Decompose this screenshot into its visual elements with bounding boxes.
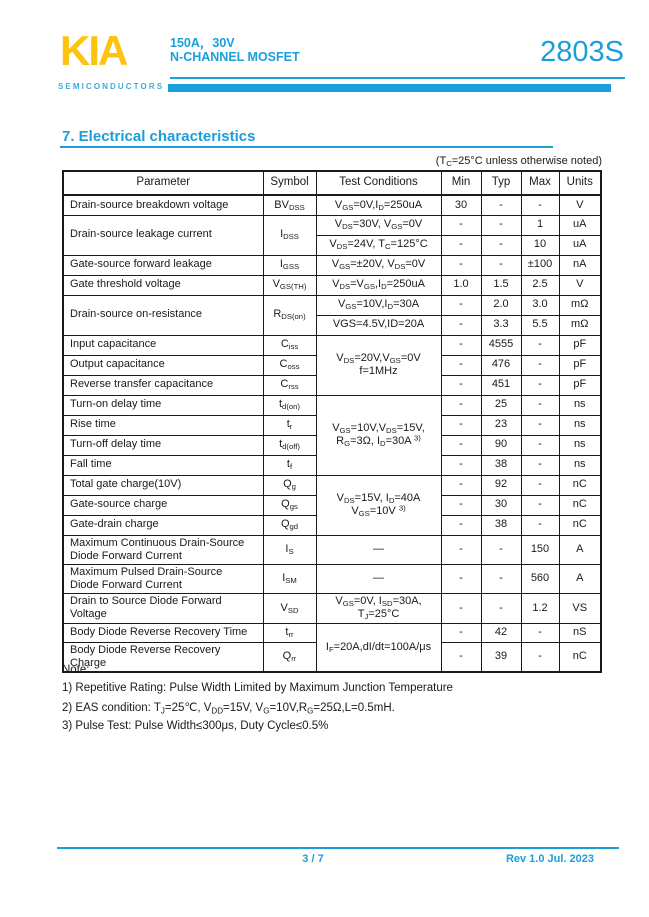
table-cell: 2.0 [481, 295, 521, 315]
note-item-1: 1) Repetitive Rating: Pulse Width Limited by Maximum Junction Temperature [62, 682, 453, 694]
table-row [63, 295, 601, 315]
table-cell: $t_f$ [263, 455, 316, 475]
spec-table-wrapper [62, 170, 602, 673]
table-cell: pF [559, 375, 601, 395]
table-cell: - [521, 415, 559, 435]
table-cell: pF [559, 355, 601, 375]
table-cell: $I_{SM}$ [263, 564, 316, 593]
table-cell: $V_{DS}=V_{GS},I_D=250uA$ [316, 275, 441, 295]
table-cell: 451 [481, 375, 521, 395]
table-cell: - [441, 594, 481, 623]
table-cell: nS [559, 623, 601, 642]
table-cell: - [441, 375, 481, 395]
kia-logo: KIA [60, 27, 127, 74]
table-cell: $V_{GS(TH)}$ [263, 275, 316, 295]
table-cell: Drain-source on-resistance [63, 295, 263, 335]
table-cell: - [481, 195, 521, 215]
table-cell: $V_{GS}=0V$, $I_{SD}=30A$, $T_J=25^\circ C$ [316, 594, 441, 623]
table-cell: $V_{SD}$ [263, 594, 316, 623]
table-cell: V [559, 195, 601, 215]
table-cell: 92 [481, 475, 521, 495]
table-cell: 1.0 [441, 275, 481, 295]
table-cell: - [521, 515, 559, 535]
table-cell: - [441, 295, 481, 315]
table-cell: ±100 [521, 255, 559, 275]
table-cell: mΩ [559, 295, 601, 315]
table-cell: Maximum Continuous Drain-Source Diode Forward Current [63, 535, 263, 564]
table-cell: ns [559, 395, 601, 415]
table-cell: - [521, 642, 559, 672]
table-cell: 560 [521, 564, 559, 593]
page-number: 3 / 7 [302, 853, 324, 865]
table-cell: 5.5 [521, 315, 559, 335]
revision-label: Rev 1.0 Jul. 2023 [505, 853, 594, 865]
table-cell: uA [559, 235, 601, 255]
table-cell: - [481, 535, 521, 564]
column-header: Max [521, 171, 559, 195]
table-cell: Turn-off delay time [63, 435, 263, 455]
table-cell: 42 [481, 623, 521, 642]
table-cell: $R_{DS(on)}$ [263, 295, 316, 335]
table-cell: $Q_{gd}$ [263, 515, 316, 535]
table-cell: 10 [521, 235, 559, 255]
table-cell: 2.5 [521, 275, 559, 295]
table-cell: 476 [481, 355, 521, 375]
table-cell: nC [559, 475, 601, 495]
table-cell: $Q_{gs}$ [263, 495, 316, 515]
table-cell: - [441, 235, 481, 255]
table-cell: - [481, 235, 521, 255]
table-cell: 38 [481, 515, 521, 535]
table-cell: - [441, 623, 481, 642]
table-cell: uA [559, 215, 601, 235]
section-title: 7. Electrical characteristics [62, 128, 256, 145]
table-cell: Total gate charge(10V) [63, 475, 263, 495]
table-cell: - [521, 455, 559, 475]
table-cell: $t_{d(off)}$ [263, 435, 316, 455]
table-cell: ns [559, 435, 601, 455]
table-cell: $Q_{rr}$ [263, 642, 316, 672]
note-label: Note: [62, 664, 90, 676]
table-cell: - [441, 495, 481, 515]
table-cell: 150 [521, 535, 559, 564]
table-cell: Gate-drain charge [63, 515, 263, 535]
table-cell: - [441, 415, 481, 435]
table-cell: pF [559, 335, 601, 355]
table-cell: - [481, 594, 521, 623]
column-header: Test Conditions [316, 171, 441, 195]
table-row [63, 395, 601, 415]
product-type: N-CHANNEL MOSFET [170, 50, 300, 64]
table-cell: - [441, 355, 481, 375]
table-row [63, 535, 601, 564]
table-cell: $BV_{DSS}$ [263, 195, 316, 215]
table-cell: VS [559, 594, 601, 623]
condition-note: ($T_C=25^\circ C$ unless otherwise noted) [435, 155, 602, 169]
table-cell: 90 [481, 435, 521, 455]
table-cell: $t_{d(on)}$ [263, 395, 316, 415]
table-cell: 4555 [481, 335, 521, 355]
table-cell: Input capacitance [63, 335, 263, 355]
table-cell: - [521, 495, 559, 515]
table-cell: 25 [481, 395, 521, 415]
table-cell: - [481, 215, 521, 235]
table-cell: $Q_g$ [263, 475, 316, 495]
table-cell: - [441, 515, 481, 535]
table-cell: $C_{oss}$ [263, 355, 316, 375]
table-cell: - [441, 475, 481, 495]
table-row [63, 275, 601, 295]
table-cell: Drain to Source Diode Forward Voltage [63, 594, 263, 623]
table-row [63, 215, 601, 235]
table-cell: — [316, 535, 441, 564]
table-cell: $V_{GS}=10V,I_D=30A$ [316, 295, 441, 315]
table-cell: - [441, 535, 481, 564]
spec-table [62, 170, 602, 673]
table-cell: $C_{iss}$ [263, 335, 316, 355]
product-rating: 150A，30V [170, 36, 235, 50]
table-cell: nA [559, 255, 601, 275]
table-cell: 39 [481, 642, 521, 672]
table-cell: mΩ [559, 315, 601, 335]
column-header: Units [559, 171, 601, 195]
table-cell: — [316, 564, 441, 593]
table-cell: - [521, 195, 559, 215]
table-cell: - [481, 564, 521, 593]
section-title-underline [60, 146, 553, 148]
table-cell: Output capacitance [63, 355, 263, 375]
table-cell: 1 [521, 215, 559, 235]
table-cell: - [441, 215, 481, 235]
table-cell: - [521, 355, 559, 375]
table-cell: Reverse transfer capacitance [63, 375, 263, 395]
table-cell: Drain-source leakage current [63, 215, 263, 255]
table-cell: $V_{DS}=30V$, $V_{GS}=0V$ [316, 215, 441, 235]
table-row [63, 475, 601, 495]
table-cell: 30 [441, 195, 481, 215]
table-cell: $I_S$ [263, 535, 316, 564]
table-cell: VGS=4.5V,ID=20A [316, 315, 441, 335]
table-row [63, 335, 601, 355]
table-cell: Body Diode Reverse Recovery Charge [63, 642, 263, 672]
table-row [63, 623, 601, 642]
table-cell: $V_{DS}=20V,V_{GS}=0V$ f=1MHz [316, 335, 441, 395]
table-cell: 38 [481, 455, 521, 475]
table-cell: - [441, 315, 481, 335]
table-cell: - [441, 564, 481, 593]
table-cell: - [441, 642, 481, 672]
table-row [63, 255, 601, 275]
column-header: Typ [481, 171, 521, 195]
table-cell: $I_{DSS}$ [263, 215, 316, 255]
table-cell: - [441, 435, 481, 455]
table-cell: $I_{GSS}$ [263, 255, 316, 275]
table-cell: 3.3 [481, 315, 521, 335]
column-header: Parameter [63, 171, 263, 195]
table-cell: - [521, 475, 559, 495]
table-cell: $C_{rss}$ [263, 375, 316, 395]
table-row [63, 564, 601, 593]
table-cell: $V_{GS}=10V,V_{DS}=15V$, $R_G=3\Omega$, $I_D=30A$ $^{3)}$ [316, 395, 441, 475]
table-cell: 23 [481, 415, 521, 435]
table-cell: Drain-source breakdown voltage [63, 195, 263, 215]
table-row [63, 195, 601, 215]
table-cell: Rise time [63, 415, 263, 435]
header-rule-thick [168, 84, 611, 92]
table-cell: Fall time [63, 455, 263, 475]
table-cell: A [559, 535, 601, 564]
table-cell: Body Diode Reverse Recovery Time [63, 623, 263, 642]
table-cell: - [521, 623, 559, 642]
column-header: Min [441, 171, 481, 195]
table-cell: nC [559, 495, 601, 515]
table-cell: - [441, 335, 481, 355]
table-cell: $t_{rr}$ [263, 623, 316, 642]
note-item-3: 3) Pulse Test: Pulse Width≤300μs, Duty Cycle≤0.5% [62, 720, 329, 732]
column-header: Symbol [263, 171, 316, 195]
table-cell: 1.2 [521, 594, 559, 623]
notes-block [62, 664, 453, 738]
table-cell: - [441, 455, 481, 475]
table-cell: ns [559, 455, 601, 475]
table-cell: - [521, 375, 559, 395]
table-cell: $V_{GS}=\pm 20V$, $V_{DS}=0V$ [316, 255, 441, 275]
table-cell: $V_{GS}=0V,I_D=250uA$ [316, 195, 441, 215]
table-cell: Gate-source charge [63, 495, 263, 515]
table-cell: - [481, 255, 521, 275]
table-cell: - [521, 435, 559, 455]
table-cell: - [441, 255, 481, 275]
table-cell: Gate threshold voltage [63, 275, 263, 295]
note-item-2: 2) EAS condition: $T_J=25℃$, $V_{DD}=15V$, $V_G=10V,R_G=25\Omega,L=0.5mH$. [62, 702, 395, 716]
table-cell: nC [559, 642, 601, 672]
table-cell: 1.5 [481, 275, 521, 295]
logo-subtitle: SEMICONDUCTORS [58, 82, 165, 91]
footer-rule [57, 847, 619, 849]
table-cell: - [521, 395, 559, 415]
table-cell: $V_{DS}=24V$, $T_C=125^\circ C$ [316, 235, 441, 255]
table-cell: $V_{DS}=15V$, $I_D=40A$ $V_{GS}=10V$ $^{3)}$ [316, 475, 441, 535]
table-header-row [63, 171, 601, 195]
table-cell: Turn-on delay time [63, 395, 263, 415]
table-cell: $t_r$ [263, 415, 316, 435]
table-cell: nC [559, 515, 601, 535]
header-rule-thin [170, 77, 625, 79]
table-cell: 30 [481, 495, 521, 515]
table-cell: - [521, 335, 559, 355]
table-cell: $I_F=20A,dI/dt=100A/\mu s$ [316, 623, 441, 672]
table-cell: Maximum Pulsed Drain-Source Diode Forward Current [63, 564, 263, 593]
table-cell: Gate-source forward leakage [63, 255, 263, 275]
table-cell: A [559, 564, 601, 593]
part-number: 2803S [540, 36, 624, 68]
table-cell: 3.0 [521, 295, 559, 315]
table-cell: V [559, 275, 601, 295]
table-row [63, 594, 601, 623]
table-cell: ns [559, 415, 601, 435]
table-cell: - [441, 395, 481, 415]
